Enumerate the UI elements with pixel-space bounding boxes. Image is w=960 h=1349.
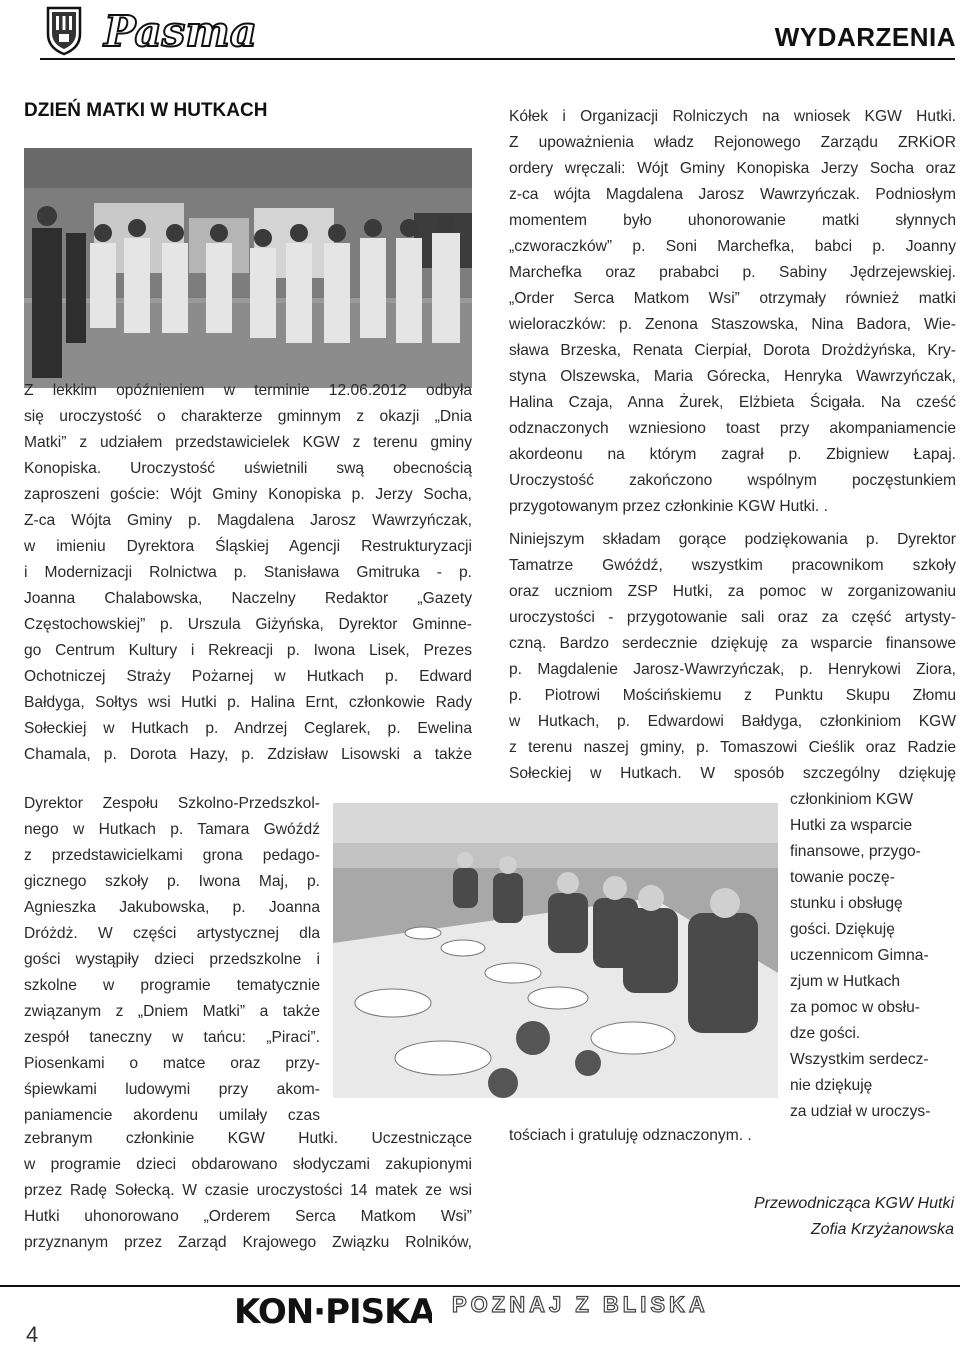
text-line: Z-ca Wójta Gminy p. Magdalena Jarosz Wawrzyńczak, <box>24 512 472 529</box>
text-line: Ochotniczej Straży Pożarnej w Hutkach p. Edward <box>24 668 472 685</box>
text-line: wieloraczków: p. Zenona Staszowska, Nina Badora, Wie- <box>509 316 956 333</box>
text-line: Matki” z udziałem przedstawicielek KGW z terenu gminy <box>24 434 472 451</box>
article-body-left-bottom <box>24 1126 472 1256</box>
text-line: oraz uczniom ZSP Hutki, za pomoc w zorganizowaniu <box>509 583 956 600</box>
text-line: go Centrum Kultury i Rekreacji p. Iwona Lisek, Prezes <box>24 642 472 659</box>
pasma-logo <box>44 4 319 56</box>
text-line: Dróżdż. W części artystycznej dla <box>24 925 320 942</box>
konopiska-logo <box>232 1287 432 1331</box>
article-body-left <box>24 378 472 768</box>
text-line: p. Magdalenie Jarosz-Wawrzyńczak, p. Henrykowi Ziora, <box>509 661 956 678</box>
text-line: w imieniu Dyrektora Śląskiej Agencji Restrukturyzacji <box>24 538 472 555</box>
text-line: Uroczystość zakończono wspólnym poczęstunkiem <box>509 472 956 489</box>
text-line: w Hutkach, p. Edwardowi Bałdyga, członkiniom KGW <box>509 713 956 730</box>
text-line: czną. Bardzo serdecznie dziękuję za wsparcie finansowe <box>509 635 956 652</box>
text-line: Dyrektor Zespołu Szkolno-Przedszkol- <box>24 795 320 812</box>
text-line: Niniejszym składam gorące podziękowania p. Dyrektor <box>509 531 956 548</box>
text-line: Wszystkim serdecz- <box>790 1051 929 1068</box>
text-line: Z upoważnienia władz Rejonowego Zarządu ZRKiOR <box>509 134 956 151</box>
article-body-right <box>509 104 956 520</box>
text-line: nego w Hutkach p. Tamara Gwóźdź <box>24 821 320 838</box>
text-line: paniamencie akordenu umilały czas <box>24 1107 320 1124</box>
text-line: z terenu naszej gminy, p. Tomaszowi Cieślik oraz Radzie <box>509 739 956 756</box>
page-number: 4 <box>26 1322 39 1347</box>
text-line: Hutki uhonorowano „Orderem Serca Matkom Wsi” <box>24 1208 472 1225</box>
text-line: styna Olszewska, Maria Górecka, Henryka Wawrzyńczak, <box>509 368 956 385</box>
text-line: towanie poczę- <box>790 869 895 886</box>
text-line: Sołeckiej w Hutkach p. Andrzej Ceglarek, p. Ewelina <box>24 720 472 737</box>
footer-rule <box>0 1285 960 1287</box>
text-line: zaproszeni goście: Wójt Gminy Konopiska p. Jerzy Socha, <box>24 486 472 503</box>
text-line: przez Radę Sołecką. W czasie uroczystości 14 matek ze wsi <box>24 1182 472 1199</box>
article-title: DZIEŃ MATKI W HUTKACH <box>24 100 268 121</box>
text-line: przygotowanym przez członkinie KGW Hutki. . <box>509 498 828 515</box>
text-line: i Modernizacji Rolnictwa p. Stanisława Gmitruka - p. <box>24 564 472 581</box>
article-body-wrap <box>24 791 320 1129</box>
text-line: Tamatrze Gwóźdź, wszystkim pracownikom szkoły <box>509 557 956 574</box>
text-line: przyznanym przez Zarząd Krajowego Związku Rolników, <box>24 1234 472 1251</box>
text-line: gicznego szkoły p. Iwona Maj, p. <box>24 873 320 890</box>
signature-name: Zofia Krzyżanowska <box>810 1221 954 1238</box>
text-line: „Order Serca Matkom Wsi” otrzymały również matki <box>509 290 956 307</box>
text-line: odznaczonych wzniesiono toast przy akompaniamencie <box>509 420 956 437</box>
logo-wordmark: Pasma <box>104 7 257 56</box>
text-line: stunku i obsługę <box>790 895 903 912</box>
text-line: zebranym członkinie KGW Hutki. Uczestniczące <box>24 1130 472 1147</box>
acknowledgements-end <box>509 1123 956 1149</box>
text-line: sława Brzeska, Renata Cierpiał, Dorota Drożdżyńska, Kry- <box>509 342 956 359</box>
text-line: Częstochowskiej” p. Urszula Giżyńska, Dyrektor Gminne- <box>24 616 472 633</box>
text-line: Agnieszka Jakubowska, p. Joanna <box>24 899 320 916</box>
text-line: Hutki za wsparcie <box>790 817 913 834</box>
text-line: Kółek i Organizacji Rolniczych na wniosek KGW Hutki. <box>509 108 956 125</box>
text-line: Marchefka oraz prababci p. Sabiny Jędrzejewskiej. <box>509 264 956 281</box>
text-line: związanym z „Dniem Matki” a także <box>24 1003 320 1020</box>
footer-logo-wordmark: KON·PISKA <box>234 1292 432 1331</box>
text-line: nie dziękuję <box>790 1077 873 1094</box>
text-line: akordeonu na którym zagrał p. Zbigniew Łapaj. <box>509 446 956 463</box>
text-line: z przedstawicielkami grona pedago- <box>24 847 320 864</box>
text-line: „czworaczków” p. Soni Marchefka, babci p. Joanny <box>509 238 956 255</box>
text-line: Halina Czaja, Anna Żurek, Elżbieta Ścigała. Na cześć <box>509 394 956 411</box>
text-line: za udział w uroczys- <box>790 1103 931 1120</box>
acknowledgements <box>509 527 956 787</box>
text-line: Chamala, p. Dorota Hazy, p. Zdzisław Lisowski a także <box>24 746 472 763</box>
text-line: się uroczystość o charakterze gminnym z okazji „Dnia <box>24 408 472 425</box>
text-line: ordery wręczali: Wójt Gminy Konopiska Jerzy Socha oraz <box>509 160 956 177</box>
text-line: Piosenkami o matce oraz przy- <box>24 1055 320 1072</box>
signature <box>754 1191 954 1243</box>
text-line: w programie dzieci obdarowano słodyczami zakupionymi <box>24 1156 472 1173</box>
text-line: gości wystąpiły dzieci przedszkolne i <box>24 951 320 968</box>
signature-role: Przewodnicząca KGW Hutki <box>753 1195 954 1212</box>
text-line: Konopiska. Uroczystość uświetnili swą obecnością <box>24 460 472 477</box>
text-line: śpiewkami ludowymi przy akom- <box>24 1081 320 1098</box>
text-line: finansowe, przygo- <box>790 843 921 860</box>
text-line: Bałdyga, Sołtys wsi Hutki p. Halina Ernt, członkowie Rady <box>24 694 472 711</box>
text-line: Z lekkim opóźnieniem w terminie 12.06.2012 odbyła <box>24 382 472 399</box>
text-line: zjum w Hutkach <box>790 973 901 990</box>
photo-award-ceremony <box>24 148 472 388</box>
text-line: dze gości. <box>790 1025 861 1042</box>
text-line: z-ca wójta Magdalena Jarosz Wawrzyńczak. Podniosłym <box>509 186 956 203</box>
text-line: szkolne w programie tematycznie <box>24 977 320 994</box>
text-line: momentem było uhonorowanie matki słynnych <box>509 212 956 229</box>
text-line: uroczystości - przygotowanie sali oraz za część artysty- <box>509 609 956 626</box>
section-label: WYDARZENIA <box>774 22 956 52</box>
footer-tagline: POZNAJ Z BLISKA <box>452 1292 709 1317</box>
text-line: uczennicom Gimna- <box>790 947 929 964</box>
text-line: członkiniom KGW <box>790 791 914 808</box>
photo-festive-table <box>333 803 778 1098</box>
header-rule <box>40 58 955 60</box>
text-line: Sołeckiej w Hutkach. W sposób szczególny dziękuję <box>509 765 956 782</box>
text-line: p. Piotrowi Mościńskiemu z Punktu Skupu Złomu <box>509 687 956 704</box>
text-line: Joanna Chalabowska, Naczelny Redaktor „Gazety <box>24 590 472 607</box>
text-line: tościach i gratuluję odznaczonym. . <box>509 1127 752 1144</box>
text-line: gości. Dziękuję <box>790 921 895 938</box>
text-line: zespół taneczny w tańcu: „Piraci”. <box>24 1029 320 1046</box>
acknowledgements-wrap <box>790 787 958 1125</box>
text-line: za pomoc w obsłu- <box>790 999 921 1016</box>
